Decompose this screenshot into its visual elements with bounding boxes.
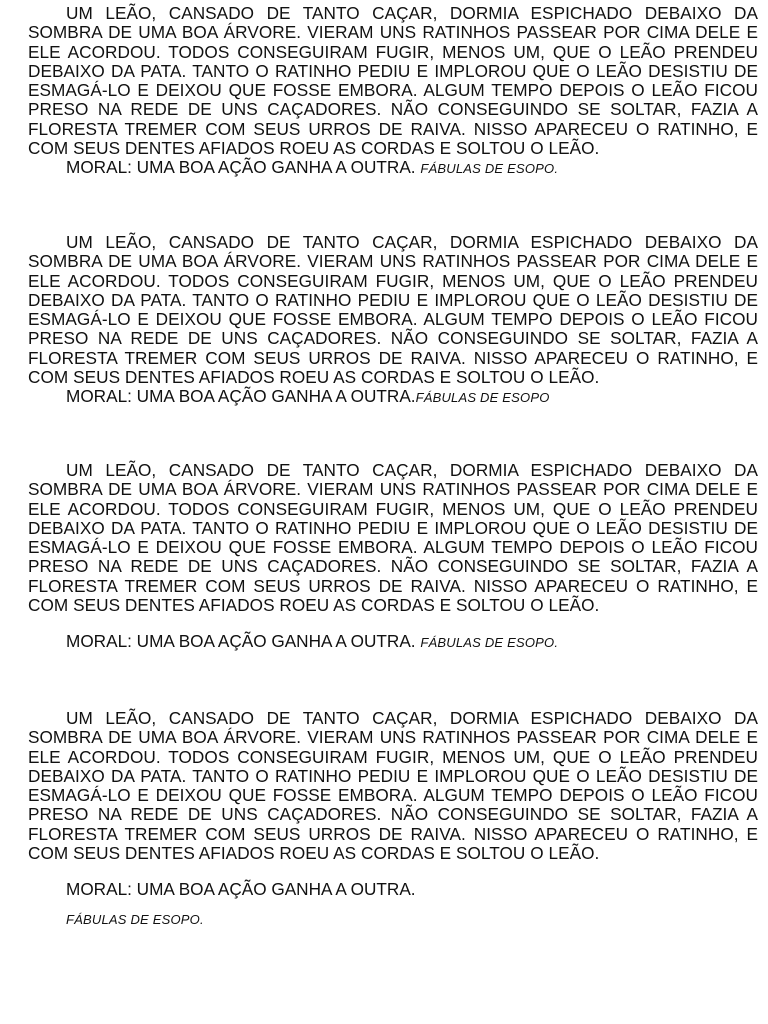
source-citation: FÁBULAS DE ESOPO. [420,635,559,651]
moral-text: MORAL: UMA BOA AÇÃO GANHA A OUTRA. [66,631,421,652]
fable-text: UM LEÃO, CANSADO DE TANTO CAÇAR, DORMIA ESPICHADO DEBAIXO DA SOMBRA DE UMA BOA ÁRVORE. VIERAM UNS RATINHOS PASSEAR POR CIMA DELE E ELE ACORDOU. TODOS CONSEGUIRAM FUGIR, MENOS UM, QUE O LEÃO PRENDEU DEBAIXO DA PATA. TANTO O RATINHO PEDIU E IMPLOROU QUE O LEÃO DESISTIU DE ESMAGÁ-LO E DEIXOU QUE FOSSE EMBORA. ALGUM TEMPO DEPOIS O LEÃO FICOU PRESO NA REDE DE UNS CAÇADORES. NÃO CONSEGUINDO SE SOLTAR, FAZIA A FLORESTA TREMER COM SEUS URROS DE RAIVA. NISSO APARECEU O RATINHO, E COM SEUS DENTES AFIADOS ROEU AS CORDAS E SOLTOU O LEÃO. [28,232,758,388]
fable-block [28,4,758,179]
moral-line [28,632,758,652]
moral-text: MORAL: UMA BOA AÇÃO GANHA A OUTRA. [66,386,416,407]
moral-text: MORAL: UMA BOA AÇÃO GANHA A OUTRA. [66,157,421,178]
source-citation: FÁBULAS DE ESOPO [415,390,550,406]
moral-text: MORAL: UMA BOA AÇÃO GANHA A OUTRA. [66,879,416,900]
moral-line [28,158,758,178]
fable-block [28,709,758,928]
fable-text: UM LEÃO, CANSADO DE TANTO CAÇAR, DORMIA ESPICHADO DEBAIXO DA SOMBRA DE UMA BOA ÁRVORE. VIERAM UNS RATINHOS PASSEAR POR CIMA DELE E ELE ACORDOU. TODOS CONSEGUIRAM FUGIR, MENOS UM, QUE O LEÃO PRENDEU DEBAIXO DA PATA. TANTO O RATINHO PEDIU E IMPLOROU QUE O LEÃO DESISTIU DE ESMAGÁ-LO E DEIXOU QUE FOSSE EMBORA. ALGUM TEMPO DEPOIS O LEÃO FICOU PRESO NA REDE DE UNS CAÇADORES. NÃO CONSEGUINDO SE SOLTAR, FAZIA A FLORESTA TREMER COM SEUS URROS DE RAIVA. NISSO APARECEU O RATINHO, E COM SEUS DENTES AFIADOS ROEU AS CORDAS E SOLTOU O LEÃO. [28,3,758,159]
source-line [28,912,758,928]
moral-line [28,880,758,899]
fable-block [28,233,758,408]
fable-text: UM LEÃO, CANSADO DE TANTO CAÇAR, DORMIA ESPICHADO DEBAIXO DA SOMBRA DE UMA BOA ÁRVORE. VIERAM UNS RATINHOS PASSEAR POR CIMA DELE E ELE ACORDOU. TODOS CONSEGUIRAM FUGIR, MENOS UM, QUE O LEÃO PRENDEU DEBAIXO DA PATA. TANTO O RATINHO PEDIU E IMPLOROU QUE O LEÃO DESISTIU DE ESMAGÁ-LO E DEIXOU QUE FOSSE EMBORA. ALGUM TEMPO DEPOIS O LEÃO FICOU PRESO NA REDE DE UNS CAÇADORES. NÃO CONSEGUINDO SE SOLTAR, FAZIA A FLORESTA TREMER COM SEUS URROS DE RAIVA. NISSO APARECEU O RATINHO, E COM SEUS DENTES AFIADOS ROEU AS CORDAS E SOLTOU O LEÃO. [28,460,758,616]
fable-block [28,461,758,653]
fable-text: UM LEÃO, CANSADO DE TANTO CAÇAR, DORMIA ESPICHADO DEBAIXO DA SOMBRA DE UMA BOA ÁRVORE. VIERAM UNS RATINHOS PASSEAR POR CIMA DELE E ELE ACORDOU. TODOS CONSEGUIRAM FUGIR, MENOS UM, QUE O LEÃO PRENDEU DEBAIXO DA PATA. TANTO O RATINHO PEDIU E IMPLOROU QUE O LEÃO DESISTIU DE ESMAGÁ-LO E DEIXOU QUE FOSSE EMBORA. ALGUM TEMPO DEPOIS O LEÃO FICOU PRESO NA REDE DE UNS CAÇADORES. NÃO CONSEGUINDO SE SOLTAR, FAZIA A FLORESTA TREMER COM SEUS URROS DE RAIVA. NISSO APARECEU O RATINHO, E COM SEUS DENTES AFIADOS ROEU AS CORDAS E SOLTOU O LEÃO. [28,708,758,864]
source-citation: FÁBULAS DE ESOPO. [420,161,559,177]
moral-line [28,387,758,407]
source-citation: FÁBULAS DE ESOPO. [66,911,204,927]
